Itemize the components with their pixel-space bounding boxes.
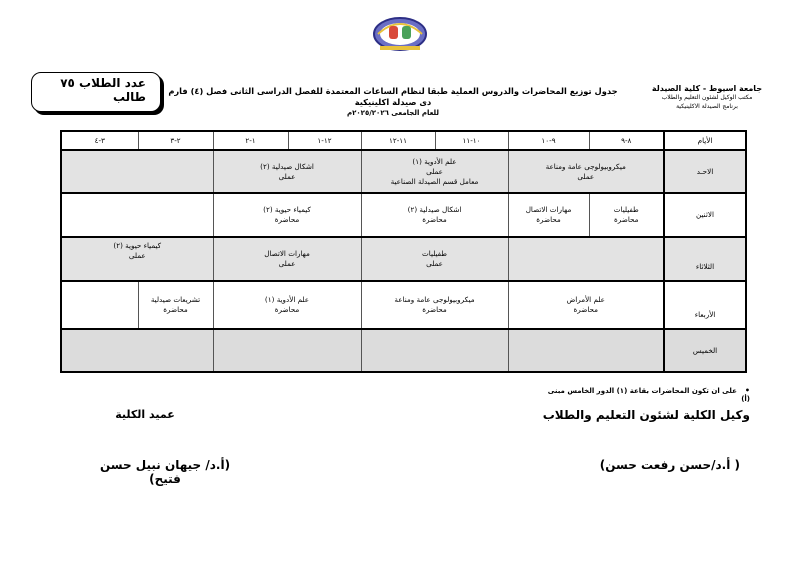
- course-name: طفيليات: [613, 205, 639, 214]
- session-type: محاضرة: [274, 305, 300, 314]
- col-10-11: ١٠-١١: [435, 131, 508, 150]
- class-cell: [508, 281, 664, 329]
- col-8-9: ٨-٩: [589, 131, 664, 150]
- course-name: اشكال صيدلية (٢): [260, 161, 314, 171]
- row-monday: [61, 193, 746, 237]
- row-sunday: [61, 150, 746, 193]
- col-1-2: ١-٢: [213, 131, 288, 150]
- course-name: طفيليات: [421, 249, 448, 258]
- empty-cell: [508, 329, 664, 372]
- university-name: جامعة اسيوط - كلية الصيدلة: [651, 84, 763, 93]
- empty-cell: [213, 329, 361, 372]
- course-name: علم الأمراض: [566, 295, 605, 304]
- header-row: [61, 131, 746, 150]
- session-type: محاضرة: [422, 305, 447, 314]
- col-2-3: ٢-٣: [138, 131, 213, 150]
- location: معامل قسم الصيدلة الصناعية: [390, 176, 479, 186]
- title-line-1: جدول توزيع المحاضرات والدروس العملية طبقا لنظام الساعات المعتمدة للفصل الدراسى الثانى فصل (٤) فارم دى صيدلة اكلينيكية: [168, 86, 618, 107]
- session-type: محاضرة: [536, 215, 561, 224]
- class-cell: [361, 150, 508, 193]
- empty-cell: [61, 281, 138, 329]
- day-thursday: الخميس: [664, 329, 746, 372]
- student-count-box: [31, 72, 161, 112]
- location-note: • على ان تكون المحاضرات بقاعة (١) الدور الخامس مبنى (أ): [540, 386, 750, 403]
- session-type: محاضرة: [422, 215, 447, 224]
- empty-cell: [361, 329, 508, 372]
- col-days: الأيام: [664, 131, 746, 150]
- office-name: مكتب الوكيل لشئون التعليم والطلاب: [661, 94, 753, 101]
- day-sunday: الاحـد: [664, 150, 746, 193]
- class-cell: [361, 237, 508, 281]
- class-cell: [213, 281, 361, 329]
- class-cell: [361, 193, 508, 237]
- col-11-12: ١١-١٢: [361, 131, 435, 150]
- class-cell: [213, 150, 361, 193]
- class-cell: [213, 237, 361, 281]
- course-name: كيمياء حيوية (٢): [263, 205, 311, 214]
- dean-title: عميد الكلية: [115, 408, 175, 421]
- schedule-table: [60, 130, 747, 373]
- session-type: عملى: [128, 251, 146, 260]
- row-thursday: [61, 329, 746, 372]
- vice-dean-name: ( أ.د/حسن رفعت حسن): [599, 458, 740, 472]
- university-header: [622, 84, 792, 111]
- session-type: محاضرة: [573, 305, 598, 314]
- course-name: ميكروبيولوجى عامة ومناعة: [545, 161, 626, 171]
- course-name: ميكروبيولوجى عامة ومناعة: [394, 295, 475, 304]
- session-type: محاضرة: [274, 215, 300, 224]
- session-type: عملى: [577, 171, 595, 181]
- class-cell: [213, 193, 361, 237]
- program-name: برنامج الصيدلة الاكلينيكية: [676, 103, 738, 110]
- class-cell: [138, 281, 213, 329]
- empty-cell: [61, 193, 213, 237]
- class-cell: [61, 237, 213, 281]
- empty-cell: [508, 237, 664, 281]
- day-monday: الاثنين: [664, 193, 746, 237]
- session-type: عملى: [278, 259, 296, 268]
- row-tuesday: [61, 237, 746, 281]
- col-12-1: ١٢-١: [288, 131, 361, 150]
- session-type: عملى: [278, 171, 296, 181]
- student-count: عدد الطلاب ٧٥ طالب: [60, 76, 146, 104]
- class-cell: [589, 193, 664, 237]
- col-9-10: ٩-١٠: [508, 131, 589, 150]
- course-name: كيمياء حيوية (٢): [113, 241, 162, 250]
- course-name: اشكال صيدلية (٢): [407, 205, 462, 214]
- university-crest-icon: [372, 12, 428, 54]
- session-type: محاضرة: [613, 215, 639, 224]
- session-type: عملى: [426, 259, 443, 268]
- title-line-2: للعام الجامعى ٢٠٢٥/٢٠٢٦م: [346, 109, 440, 117]
- class-cell: [361, 281, 508, 329]
- col-3-4: ٣-٤: [61, 131, 138, 150]
- course-name: مهارات الاتصال: [525, 205, 572, 214]
- empty-cell: [61, 329, 213, 372]
- session-type: عملى: [426, 166, 443, 176]
- course-name: تشريعات صيدلية: [150, 295, 201, 304]
- day-tuesday: الثلاثاء: [664, 237, 746, 281]
- vice-dean-title: وكيل الكلية لشئون التعليم والطلاب: [542, 408, 750, 422]
- empty-cell: [61, 150, 213, 193]
- day-wednesday: الأربعاء: [664, 281, 746, 329]
- session-type: محاضرة: [163, 305, 188, 314]
- course-name: علم الأدوية (١): [264, 295, 310, 304]
- course-name: مهارات الاتصال: [264, 249, 310, 258]
- class-cell: [508, 193, 589, 237]
- course-name: علم الأدوية (١): [412, 156, 457, 166]
- row-wednesday: [61, 281, 746, 329]
- dean-name: (أ.د/ جيهان نبيل حسن فتيح): [99, 458, 231, 486]
- class-cell: [508, 150, 664, 193]
- schedule-title: [168, 86, 618, 119]
